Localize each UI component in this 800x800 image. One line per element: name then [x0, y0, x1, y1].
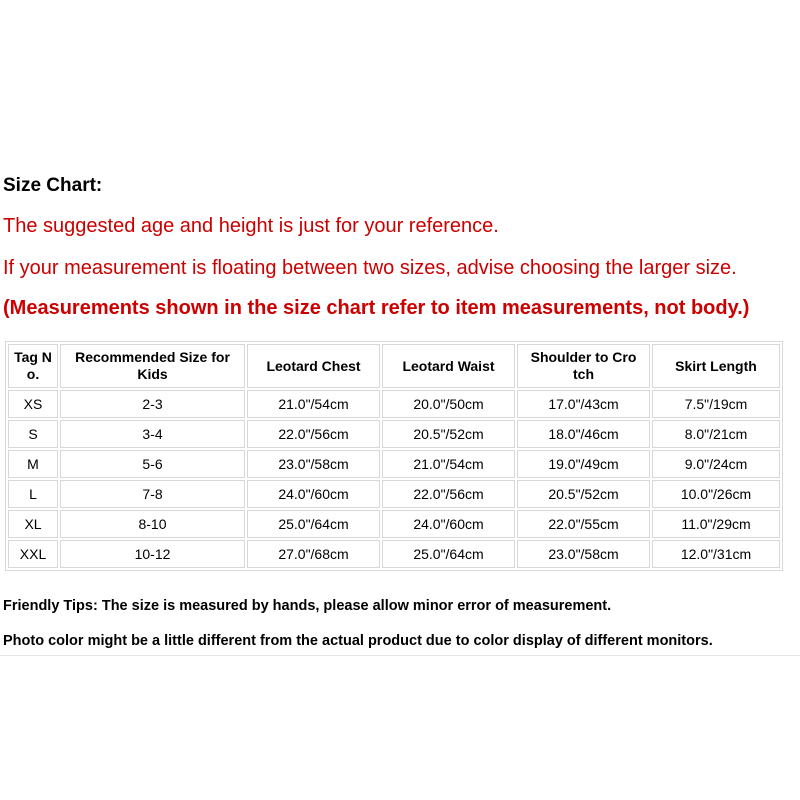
cell-tag: XL — [8, 510, 58, 538]
cell-skirt-length: 11.0"/29cm — [652, 510, 780, 538]
cell-recommended-size: 7-8 — [60, 480, 245, 508]
cell-recommended-size: 8-10 — [60, 510, 245, 538]
cell-recommended-size: 5-6 — [60, 450, 245, 478]
cell-leotard-chest: 21.0"/54cm — [247, 390, 380, 418]
cell-shoulder-to-crotch: 17.0"/43cm — [517, 390, 650, 418]
cell-leotard-chest: 22.0"/56cm — [247, 420, 380, 448]
measurement-disclaimer: (Measurements shown in the size chart refer to item measurements, not body.) — [3, 297, 750, 319]
table-row — [8, 420, 780, 448]
cell-leotard-waist: 20.0"/50cm — [382, 390, 515, 418]
cell-skirt-length: 12.0"/31cm — [652, 540, 780, 568]
table-row — [8, 390, 780, 418]
size-advice-note: If your measurement is floating between two sizes, advise choosing the larger size. — [3, 257, 737, 279]
cell-leotard-chest: 23.0"/58cm — [247, 450, 380, 478]
cell-skirt-length: 9.0"/24cm — [652, 450, 780, 478]
cell-leotard-waist: 20.5"/52cm — [382, 420, 515, 448]
header-recommended-size: Recommended Size for Kids — [60, 344, 245, 388]
cell-shoulder-to-crotch: 19.0"/49cm — [517, 450, 650, 478]
cell-leotard-waist: 22.0"/56cm — [382, 480, 515, 508]
cell-tag: XXL — [8, 540, 58, 568]
cell-shoulder-to-crotch: 20.5"/52cm — [517, 480, 650, 508]
size-chart-table — [5, 341, 783, 571]
cell-skirt-length: 7.5"/19cm — [652, 390, 780, 418]
cell-leotard-chest: 27.0"/68cm — [247, 540, 380, 568]
cell-leotard-waist: 25.0"/64cm — [382, 540, 515, 568]
cell-leotard-waist: 21.0"/54cm — [382, 450, 515, 478]
photo-color-tip: Photo color might be a little different from the actual product due to color display of different monitors. — [3, 633, 713, 649]
cell-tag: XS — [8, 390, 58, 418]
cell-leotard-chest: 24.0"/60cm — [247, 480, 380, 508]
cell-shoulder-to-crotch: 23.0"/58cm — [517, 540, 650, 568]
cell-shoulder-to-crotch: 22.0"/55cm — [517, 510, 650, 538]
header-leotard-waist: Leotard Waist — [382, 344, 515, 388]
table-row — [8, 450, 780, 478]
cell-shoulder-to-crotch: 18.0"/46cm — [517, 420, 650, 448]
header-shoulder-to-crotch: Shoulder to Cro tch — [517, 344, 650, 388]
header-skirt-length: Skirt Length — [652, 344, 780, 388]
table-header-row — [8, 344, 780, 388]
table-row — [8, 510, 780, 538]
cell-skirt-length: 8.0"/21cm — [652, 420, 780, 448]
page-title: Size Chart: — [3, 175, 103, 196]
cell-tag: M — [8, 450, 58, 478]
cell-recommended-size: 3-4 — [60, 420, 245, 448]
cell-recommended-size: 10-12 — [60, 540, 245, 568]
cell-recommended-size: 2-3 — [60, 390, 245, 418]
table-row — [8, 540, 780, 568]
table-row — [8, 480, 780, 508]
cell-leotard-chest: 25.0"/64cm — [247, 510, 380, 538]
reference-note: The suggested age and height is just for your reference. — [3, 215, 499, 237]
header-leotard-chest: Leotard Chest — [247, 344, 380, 388]
cell-skirt-length: 10.0"/26cm — [652, 480, 780, 508]
divider — [0, 655, 800, 656]
cell-leotard-waist: 24.0"/60cm — [382, 510, 515, 538]
cell-tag: S — [8, 420, 58, 448]
header-tag-no: Tag N o. — [8, 344, 58, 388]
cell-tag: L — [8, 480, 58, 508]
friendly-tip: Friendly Tips: The size is measured by hands, please allow minor error of measurement. — [3, 598, 612, 614]
